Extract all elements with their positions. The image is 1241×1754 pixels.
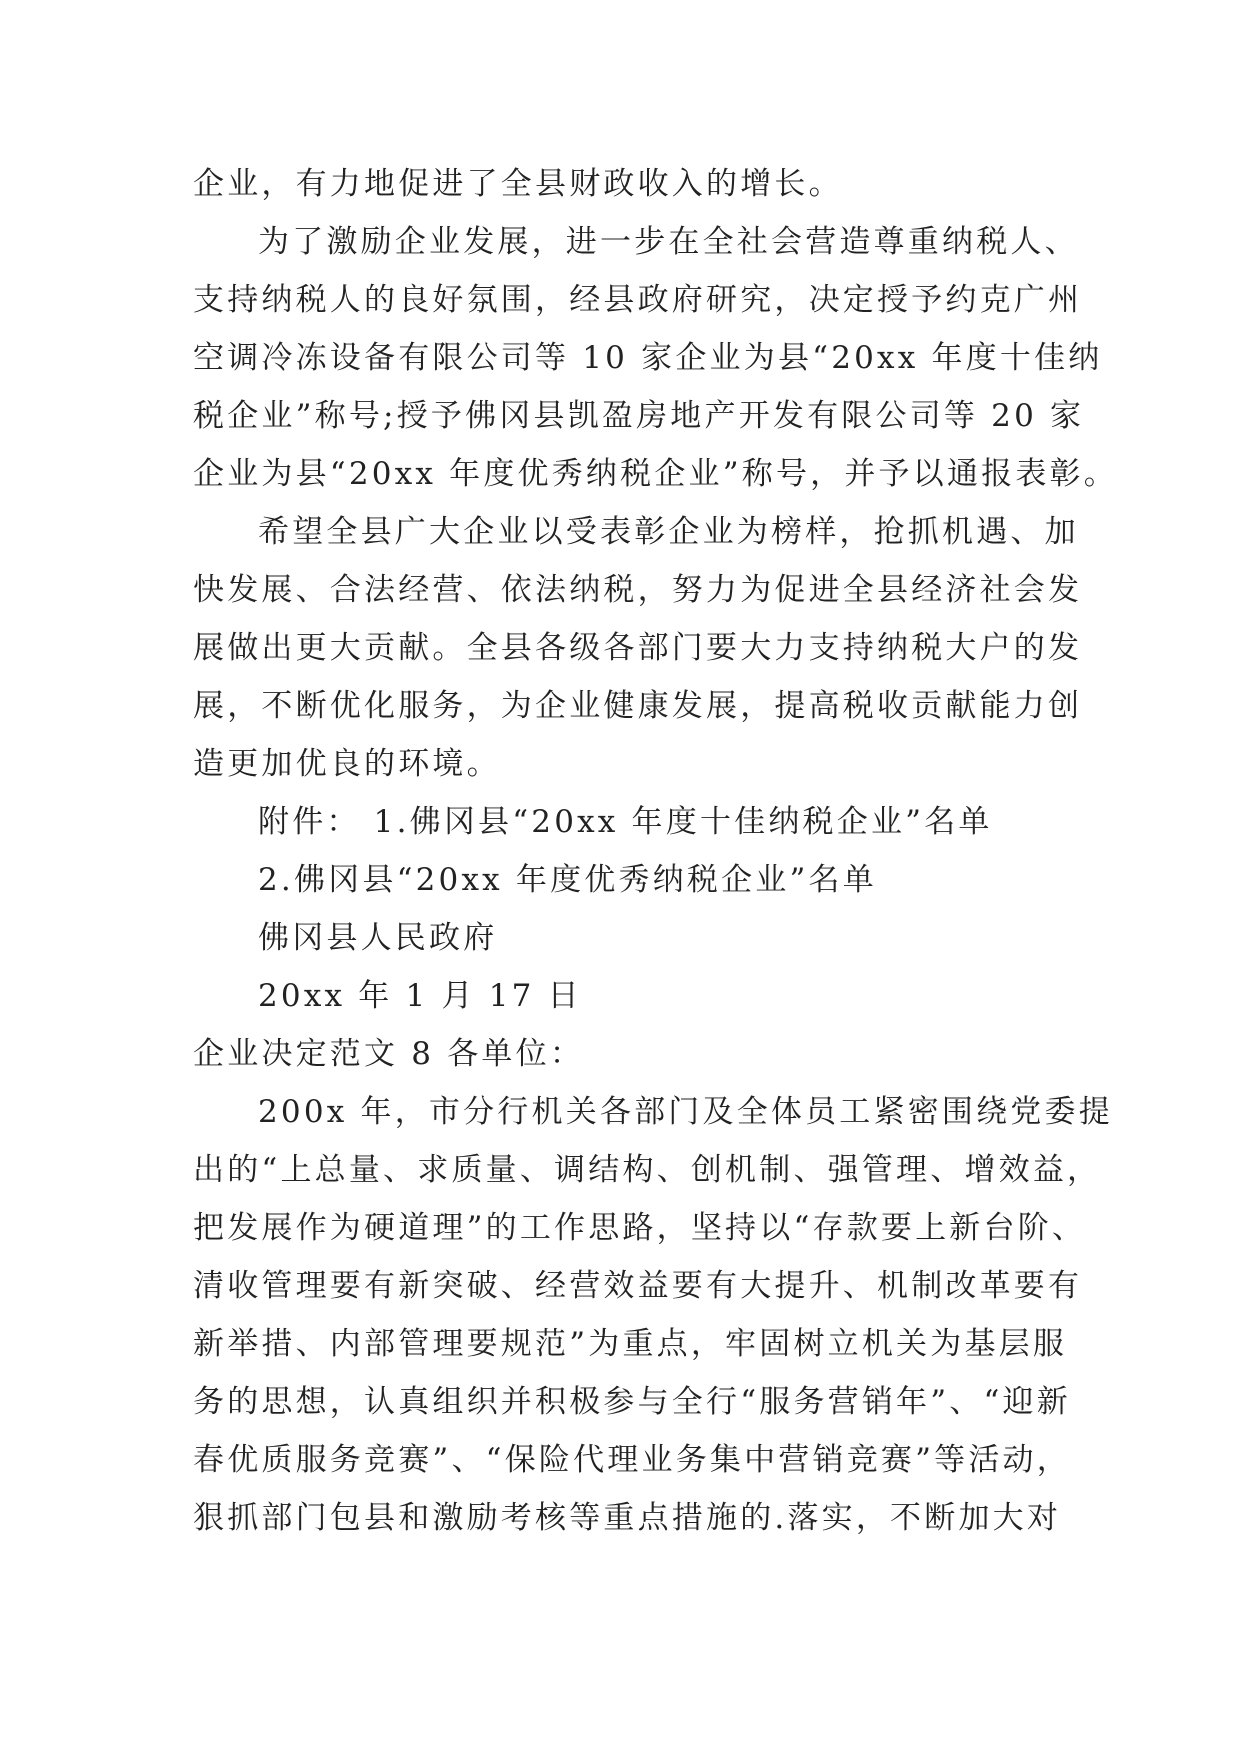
paragraph-line: 200x 年，市分行机关各部门及全体员工紧密围绕党委提 <box>258 1094 1113 1130</box>
attachment-line-1: 附件： 1.佛冈县“20xx 年度十佳纳税企业”名单 <box>258 804 993 840</box>
paragraph-line: 空调冷冻设备有限公司等 10 家企业为县“20xx 年度十佳纳 <box>193 340 1103 376</box>
paragraph-line: 新举措、内部管理要规范”为重点，牢固树立机关为基层服 <box>193 1326 1068 1362</box>
paragraph-line: 清收管理要有新突破、经营效益要有大提升、机制改革要有 <box>193 1268 1083 1304</box>
signature-issuer: 佛冈县人民政府 <box>258 920 498 956</box>
paragraph-line: 支持纳税人的良好氛围，经县政府研究，决定授予约克广州 <box>193 282 1083 318</box>
paragraph-line: 企业，有力地促进了全县财政收入的增长。 <box>193 166 843 202</box>
paragraph-line: 税企业”称号;授予佛冈县凯盈房地产开发有限公司等 20 家 <box>193 398 1085 434</box>
signature-date: 20xx 年 1 月 17 日 <box>258 978 582 1014</box>
paragraph-line: 春优质服务竞赛”、“保险代理业务集中营销竞赛”等活动， <box>193 1442 1071 1478</box>
paragraph-line: 出的“上总量、求质量、调结构、创机制、强管理、增效益， <box>193 1152 1102 1188</box>
paragraph-line: 快发展、合法经营、依法纳税，努力为促进全县经济社会发 <box>193 572 1083 608</box>
section-heading: 企业决定范文 8 各单位： <box>193 1036 585 1072</box>
paragraph-line: 把发展作为硬道理”的工作思路，坚持以“存款要上新台阶、 <box>193 1210 1087 1246</box>
paragraph-line: 展做出更大贡献。全县各级各部门要大力支持纳税大户的发 <box>193 630 1083 666</box>
paragraph-line: 展，不断优化服务，为企业健康发展，提高税收贡献能力创 <box>193 688 1083 724</box>
paragraph-line: 为了激励企业发展，进一步在全社会营造尊重纳税人、 <box>258 224 1079 260</box>
paragraph-line: 希望全县广大企业以受表彰企业为榜样，抢抓机遇、加 <box>258 514 1079 550</box>
attachment-line-2: 2.佛冈县“20xx 年度优秀纳税企业”名单 <box>258 862 877 898</box>
paragraph-line: 造更加优良的环境。 <box>193 746 501 782</box>
paragraph-line: 务的思想，认真组织并积极参与全行“服务营销年”、“迎新 <box>193 1384 1071 1420</box>
paragraph-line: 狠抓部门包县和激励考核等重点措施的.落实，不断加大对 <box>193 1500 1062 1536</box>
paragraph-line: 企业为县“20xx 年度优秀纳税企业”称号，并予以通报表彰。 <box>193 456 1118 492</box>
